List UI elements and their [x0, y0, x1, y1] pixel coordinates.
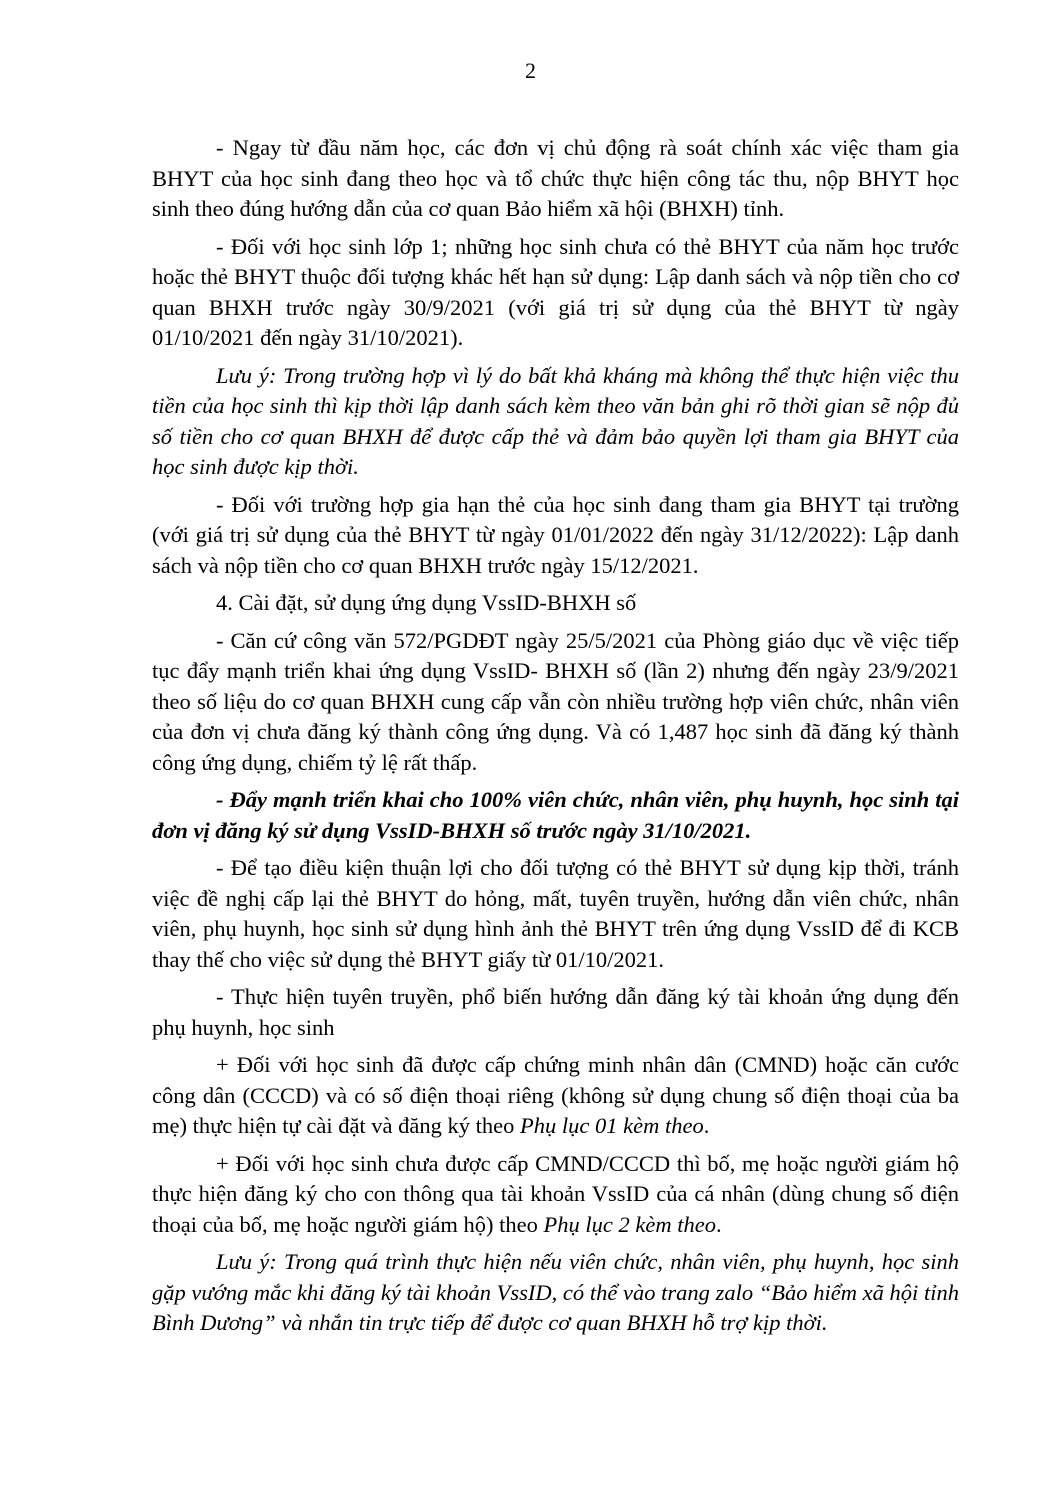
appendix-reference: Phụ lục 2 kèm theo [543, 1211, 716, 1237]
paragraph-tail: . [703, 1113, 710, 1138]
paragraph-emphasis-target: - Đẩy mạnh triển khai cho 100% viên chức, nhân viên, phụ huynh, học sinh tại đơn vị đăng ký sử dụng VssID-BHXH số trước ngày 31/10/2021. [152, 787, 959, 843]
page-number: 2 [525, 58, 536, 83]
note-force-majeure: Lưu ý: Trong trường hợp vì lý do bất khả kháng mà không thể thực hiện việc thu tiền của học sinh thì kịp thời lập danh sách kèm theo văn bản ghi rõ thời gian sẽ nộp đủ số tiền cho cơ quan BHXH để được cấp thẻ và đảm bảo quyền lợi tham gia BHYT của học sinh được kịp thời. [152, 362, 959, 479]
section-heading-vssid: 4. Cài đặt, sử dụng ứng dụng VssID-BHXH số [216, 590, 637, 615]
appendix-reference: Phụ lục 01 kèm theo [520, 1113, 704, 1138]
paragraph-text: + Đối với học sinh chưa được cấp CMND/CCCD thì bố, mẹ hoặc người giám hộ thực hiện đăng ký cho con thông qua tài khoản VssID của cá nhân (dùng chung số điện thoại của bố, mẹ hoặc người giám hộ) theo [152, 1150, 959, 1237]
paragraph-propaganda: - Thực hiện tuyên truyền, phổ biến hướng dẫn đăng ký tài khoản ứng dụng đến phụ huynh, học sinh [152, 984, 959, 1040]
paragraph-digital-card-usage: - Để tạo điều kiện thuận lợi cho đối tượng có thẻ BHYT sử dụng kịp thời, tránh việc đề nghị cấp lại thẻ BHYT do hỏng, mất, tuyên truyền, hướng dẫn viên chức, nhân viên, phụ huynh, học sinh sử dụng hình ảnh thẻ BHYT trên ứng dụng VssID để đi KCB thay thế cho việc sử dụng thẻ BHYT giấy từ 01/10/2021. [152, 855, 959, 972]
paragraph-students-with-id [152, 1050, 959, 1142]
paragraph-health-insurance-review: - Ngay từ đầu năm học, các đơn vị chủ động rà soát chính xác việc tham gia BHYT của học sinh đang theo học và tổ chức thực hiện công tác thu, nộp BHYT học sinh theo đúng hướng dẫn của cơ quan Bảo hiểm xã hội (BHXH) tỉnh. [152, 135, 959, 221]
note-zalo-support: Lưu ý: Trong quá trình thực hiện nếu viên chức, nhân viên, phụ huynh, học sinh gặp vướng mắc khi đăng ký tài khoản VssID, có thể vào trang zalo “Bảo hiểm xã hội tỉnh Bình Dương” và nhắn tin trực tiếp để được cơ quan BHXH hỗ trợ kịp thời. [152, 1249, 959, 1335]
paragraph-tail: . [715, 1211, 722, 1237]
paragraph-card-renewal: - Đối với trường hợp gia hạn thẻ của học sinh đang tham gia BHYT tại trường (với giá trị sử dụng của thẻ BHYT từ ngày 01/01/2022 đến ngày 31/12/2022): Lập danh sách và nộp tiền cho cơ quan BHXH trước ngày 15/12/2021. [152, 491, 959, 578]
paragraph-official-letter: - Căn cứ công văn 572/PGDĐT ngày 25/5/2021 của Phòng giáo dục về việc tiếp tục đẩy mạnh triển khai ứng dụng VssID- BHXH số (lần 2) nhưng đến ngày 23/9/2021 theo số liệu do cơ quan BHXH cung cấp vẫn còn nhiều trường hợp viên chức, nhân viên của đơn vị chưa đăng ký thành công ứng dụng. Và có 1,487 học sinh đã đăng ký thành công ứng dụng, chiếm tỷ lệ rất thấp. [152, 627, 959, 775]
paragraph-students-without-id [152, 1149, 959, 1241]
document-body [152, 133, 959, 1346]
paragraph-grade-one-students: - Đối với học sinh lớp 1; những học sinh chưa có thẻ BHYT của năm học trước hoặc thẻ BHYT thuộc đối tượng khác hết hạn sử dụng: Lập danh sách và nộp tiền cho cơ quan BHXH trước ngày 30/9/2021 (với giá trị sử dụng của thẻ BHYT từ ngày 01/10/2021 đến ngày 31/10/2021). [152, 233, 959, 350]
paragraph-text: + Đối với học sinh đã được cấp chứng minh nhân dân (CMND) hoặc căn cước công dân (CCCD) và có số điện thoại riêng (không sử dụng chung số điện thoại của ba mẹ) thực hiện tự cài đặt và đăng ký theo [152, 1052, 959, 1138]
